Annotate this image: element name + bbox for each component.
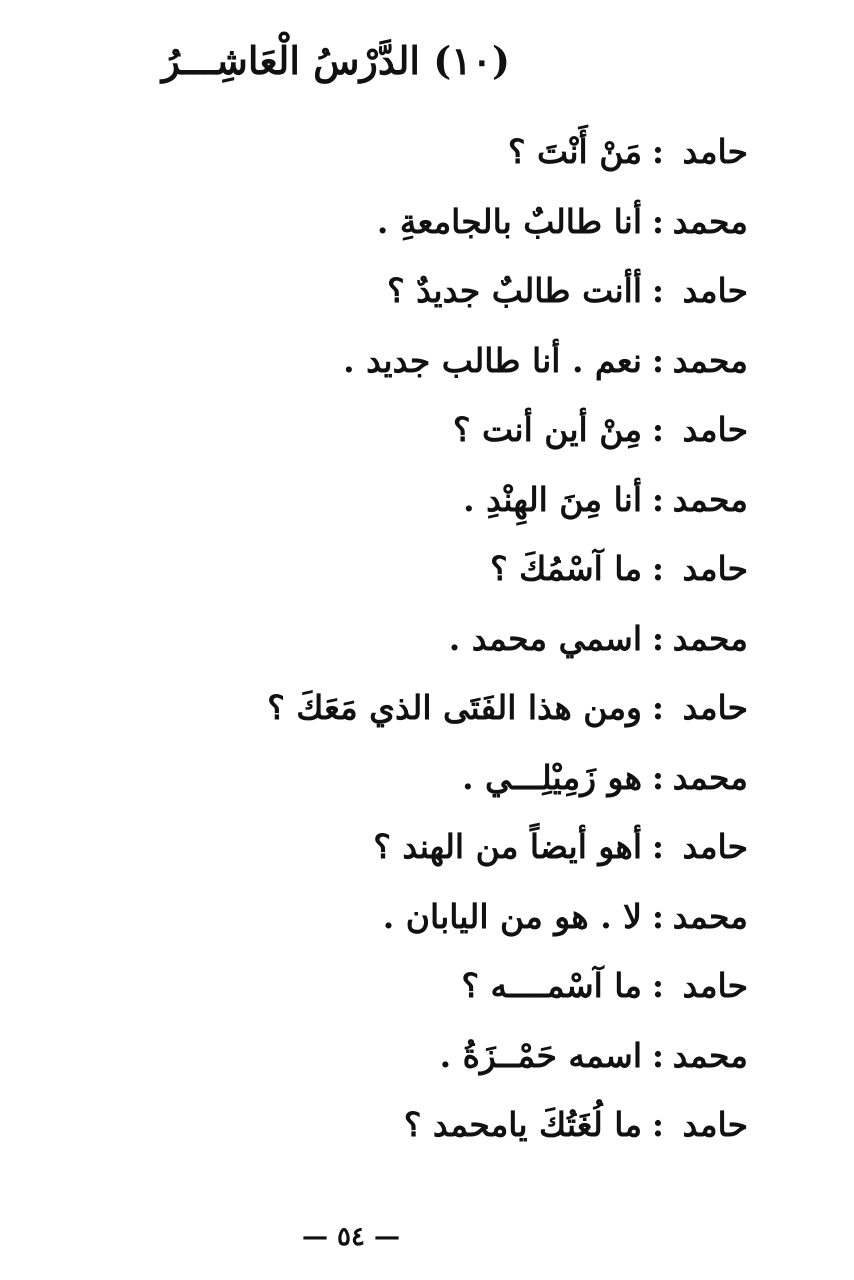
speaker-separator: :	[651, 966, 665, 1005]
speaker-separator: :	[651, 688, 665, 727]
utterance: ومن هذا الفَتَى الذي مَعَكَ ؟	[267, 688, 642, 727]
page-number: — ٥٤ —	[301, 1222, 400, 1252]
dialogue-line	[28, 132, 748, 202]
speaker-name: محمد	[672, 757, 748, 797]
speaker-name: حامد	[682, 966, 748, 1005]
dialogue-line	[28, 1105, 748, 1175]
speaker-separator: :	[651, 479, 665, 519]
utterance: أهو أيضاً من الهند ؟	[373, 827, 642, 866]
speaker-separator: :	[651, 340, 665, 380]
dialogue-line	[28, 619, 748, 689]
speaker-separator: :	[651, 896, 665, 936]
dialogue-line	[28, 202, 748, 272]
dialogue-line	[28, 897, 748, 967]
utterance: ما آسْمــــه ؟	[461, 966, 642, 1005]
speaker-separator: :	[651, 1035, 665, 1075]
speaker-separator: :	[651, 618, 665, 658]
speaker-separator: :	[651, 410, 665, 449]
utterance: أأنت طالبٌ جديدٌ ؟	[387, 271, 642, 310]
utterance: أنا طالبٌ بالجامعةِ .	[376, 201, 642, 241]
speaker-separator: :	[651, 549, 665, 588]
speaker-separator: :	[651, 201, 665, 241]
speaker-name: حامد	[682, 132, 748, 171]
dialogue-line	[28, 827, 748, 897]
dialogue	[28, 132, 748, 1175]
dialogue-line	[28, 480, 748, 550]
utterance: ما لُغَتُكَ يامحمد ؟	[403, 1105, 642, 1144]
utterance: نعم . أنا طالب جديد .	[343, 340, 642, 380]
speaker-separator: :	[651, 271, 665, 310]
utterance: اسمه حَمْــزَةُ .	[439, 1035, 642, 1075]
utterance: هو زَمِيْلِـــي .	[462, 757, 642, 797]
speaker-name: محمد	[672, 896, 748, 936]
dialogue-line	[28, 688, 748, 758]
speaker-separator: :	[651, 132, 665, 171]
dialogue-line	[28, 1036, 748, 1106]
speaker-separator: :	[651, 757, 665, 797]
utterance: مِنْ أين أنت ؟	[452, 410, 642, 449]
dialogue-line	[28, 549, 748, 619]
utterance: لا . هو من اليابان .	[382, 896, 642, 936]
utterance: مَنْ أَنْتَ ؟	[507, 132, 642, 171]
speaker-name: محمد	[672, 618, 748, 658]
speaker-name: محمد	[672, 479, 748, 519]
speaker-name: حامد	[682, 271, 748, 310]
speaker-separator: :	[651, 1105, 665, 1144]
utterance: اسمي محمد .	[448, 618, 642, 658]
utterance: ما آسْمُكَ ؟	[490, 549, 642, 588]
utterance: أنا مِنَ الهِنْدِ .	[463, 479, 642, 519]
dialogue-line	[28, 341, 748, 411]
speaker-name: حامد	[682, 827, 748, 866]
dialogue-line	[28, 410, 748, 480]
lesson-title: (١٠) الدَّرْسُ الْعَاشِـــرُ	[161, 38, 510, 83]
dialogue-line	[28, 758, 748, 828]
speaker-name: محمد	[672, 201, 748, 241]
speaker-name: حامد	[682, 410, 748, 449]
dialogue-line	[28, 966, 748, 1036]
speaker-name: محمد	[672, 1035, 748, 1075]
speaker-name: حامد	[682, 1105, 748, 1144]
speaker-name: محمد	[672, 340, 748, 380]
speaker-name: حامد	[682, 549, 748, 588]
speaker-name: حامد	[682, 688, 748, 727]
dialogue-line	[28, 271, 748, 341]
speaker-separator: :	[651, 827, 665, 866]
